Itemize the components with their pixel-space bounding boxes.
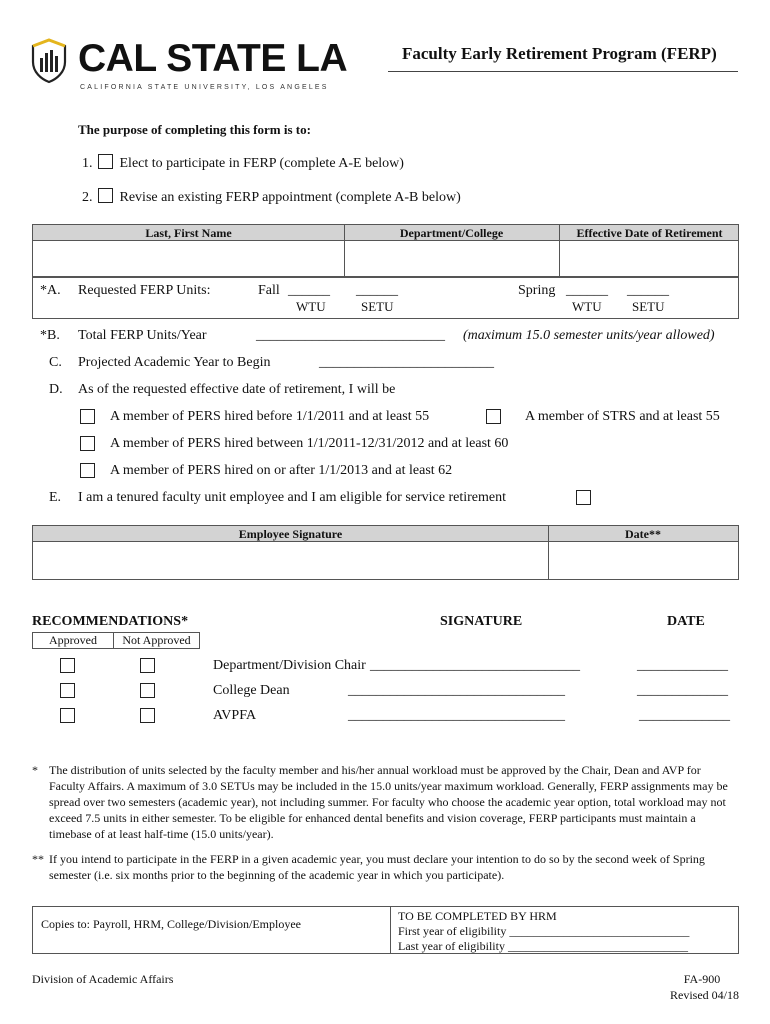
dean-signature-line[interactable]: _______________________________ bbox=[348, 683, 565, 698]
hrm-heading: TO BE COMPLETED BY HRM bbox=[398, 909, 557, 923]
employee-date-field[interactable] bbox=[549, 543, 738, 580]
section-d-label: As of the requested effective date of retirement, I will be bbox=[78, 382, 396, 397]
pers-2011-2012-label: A member of PERS hired between 1/1/2011-12/31/2012 and at least 60 bbox=[110, 436, 509, 451]
spring-setu-blank[interactable]: ______ bbox=[627, 283, 669, 298]
option-number: 2. bbox=[82, 190, 93, 205]
chair-signature-line[interactable]: ______________________________ bbox=[370, 658, 580, 673]
tenured-eligible-checkbox[interactable] bbox=[576, 490, 591, 505]
section-b-label: Total FERP Units/Year bbox=[78, 328, 207, 343]
revision-date: Revised 04/18 bbox=[670, 988, 739, 1002]
chair-label: Department/Division Chair bbox=[213, 658, 366, 673]
form-title: Faculty Early Retirement Program (FERP) bbox=[402, 44, 717, 63]
spring-label: Spring bbox=[518, 283, 556, 298]
total-units-blank[interactable]: ___________________________ bbox=[256, 328, 445, 343]
fall-label: Fall bbox=[258, 283, 280, 298]
col-header-effective-date: Effective Date of Retirement bbox=[576, 226, 723, 240]
option-label: Revise an existing FERP appointment (complete A-B below) bbox=[119, 190, 461, 205]
elect-ferp-checkbox[interactable] bbox=[98, 154, 113, 169]
dean-label: College Dean bbox=[213, 683, 290, 698]
col-header-name: Last, First Name bbox=[145, 226, 232, 240]
col-header-date: Date** bbox=[625, 527, 661, 541]
section-c-label: Projected Academic Year to Begin bbox=[78, 355, 271, 370]
avpfa-approved-checkbox[interactable] bbox=[60, 708, 75, 723]
spring-wtu-caption: WTU bbox=[572, 299, 602, 314]
first-year-eligibility[interactable]: First year of eligibility ______________________________ bbox=[398, 924, 690, 938]
revise-ferp-checkbox[interactable] bbox=[98, 188, 113, 203]
recommendations-heading: RECOMMENDATIONS* bbox=[32, 614, 189, 629]
strs-checkbox[interactable] bbox=[486, 409, 501, 424]
strs-label: A member of STRS and at least 55 bbox=[525, 409, 720, 424]
spring-setu-caption: SETU bbox=[632, 299, 665, 314]
not-approved-header: Not Approved bbox=[114, 632, 200, 649]
last-year-eligibility[interactable]: Last year of eligibility ______________________________ bbox=[398, 939, 688, 953]
date-heading: DATE bbox=[667, 614, 705, 629]
chair-not-approved-checkbox[interactable] bbox=[140, 658, 155, 673]
fall-wtu-blank[interactable]: ______ bbox=[288, 283, 330, 298]
employee-signature-field[interactable] bbox=[33, 543, 548, 580]
copies-text: Copies to: Payroll, HRM, College/Division/Employee bbox=[41, 917, 301, 931]
effective-date-field[interactable] bbox=[560, 242, 739, 277]
section-a-label: Requested FERP Units: bbox=[78, 283, 211, 298]
option-label: Elect to participate in FERP (complete A-E below) bbox=[119, 156, 404, 171]
avpfa-date-line[interactable]: _____________ bbox=[639, 708, 730, 723]
col-header-employee-signature: Employee Signature bbox=[238, 527, 343, 541]
logo-subtitle: CALIFORNIA STATE UNIVERSITY, LOS ANGELES bbox=[80, 84, 329, 91]
footnote-double-star bbox=[32, 851, 739, 883]
purpose-option-1 bbox=[82, 154, 404, 172]
section-e-mark: E. bbox=[49, 490, 62, 505]
chair-approved-checkbox[interactable] bbox=[60, 658, 75, 673]
pers-before-2011-label: A member of PERS hired before 1/1/2011 and at least 55 bbox=[110, 409, 430, 424]
pers-after-2013-label: A member of PERS hired on or after 1/1/2013 and at least 62 bbox=[110, 463, 453, 478]
dean-not-approved-checkbox[interactable] bbox=[140, 683, 155, 698]
copies-box bbox=[32, 906, 739, 954]
logo-wordmark: CAL STATE LA bbox=[78, 37, 348, 80]
form-number: FA-900 bbox=[683, 972, 721, 986]
purpose-option-2 bbox=[82, 188, 461, 206]
header-rule bbox=[388, 71, 738, 72]
pers-2011-2012-checkbox[interactable] bbox=[80, 436, 95, 451]
name-table bbox=[32, 224, 739, 277]
fall-setu-blank[interactable]: ______ bbox=[356, 283, 398, 298]
fall-wtu-caption: WTU bbox=[296, 299, 326, 314]
avpfa-not-approved-checkbox[interactable] bbox=[140, 708, 155, 723]
chair-date-line[interactable]: _____________ bbox=[637, 658, 728, 673]
pers-before-2011-checkbox[interactable] bbox=[80, 409, 95, 424]
purpose-heading: The purpose of completing this form is to: bbox=[78, 122, 311, 137]
dean-date-line[interactable]: _____________ bbox=[637, 683, 728, 698]
footnote-text: If you intend to participate in the FERP in a given academic year, you must declare your intention to do so by the second week of Spring semester (i.e. six months prior to the beginning of the academic year in which you participate). bbox=[49, 852, 705, 882]
pers-after-2013-checkbox[interactable] bbox=[80, 463, 95, 478]
approved-header: Approved bbox=[32, 632, 114, 649]
employee-signature-table bbox=[32, 525, 739, 580]
fall-setu-caption: SETU bbox=[361, 299, 394, 314]
division-footer: Division of Academic Affairs bbox=[32, 972, 174, 986]
spring-wtu-blank[interactable]: ______ bbox=[566, 283, 608, 298]
section-b-note: (maximum 15.0 semester units/year allowed) bbox=[463, 328, 715, 343]
section-a-mark: *A. bbox=[40, 283, 61, 298]
footnote-mark: * bbox=[32, 763, 38, 777]
section-b-mark: *B. bbox=[40, 328, 60, 343]
signature-heading: SIGNATURE bbox=[440, 614, 523, 629]
section-c-mark: C. bbox=[49, 355, 62, 370]
section-d-mark: D. bbox=[49, 382, 63, 397]
footnote-mark: ** bbox=[32, 852, 44, 866]
department-field[interactable] bbox=[345, 242, 559, 277]
name-field[interactable] bbox=[33, 242, 344, 277]
footnote-text: The distribution of units selected by the faculty member and his/her annual workload must be approved by the Chair, Dean and AVP for Faculty Affairs. A maximum of 3.0 SETUs may be included in the 15.0 units/year maximum workload. Generally, FERP assignments may be spread over two semesters (academic year), not including summer. For faculty who choose the academic year option, total workload may not exceed 7.5 units in either semester. To be eligible for enhanced dental benefits and vision coverage, FERP participants must maintain a timebase of at least half-time (15.0 units/year). bbox=[49, 763, 728, 841]
logo bbox=[30, 38, 370, 98]
avpfa-label: AVPFA bbox=[213, 708, 257, 723]
option-number: 1. bbox=[82, 156, 93, 171]
dean-approved-checkbox[interactable] bbox=[60, 683, 75, 698]
academic-year-blank[interactable]: _________________________ bbox=[319, 355, 494, 370]
university-seal-icon bbox=[30, 38, 68, 84]
col-header-department: Department/College bbox=[399, 226, 504, 240]
section-e-label: I am a tenured faculty unit employee and I am eligible for service retirement bbox=[78, 490, 506, 505]
avpfa-signature-line[interactable]: _______________________________ bbox=[348, 708, 565, 723]
footnote-single-star bbox=[32, 762, 739, 842]
